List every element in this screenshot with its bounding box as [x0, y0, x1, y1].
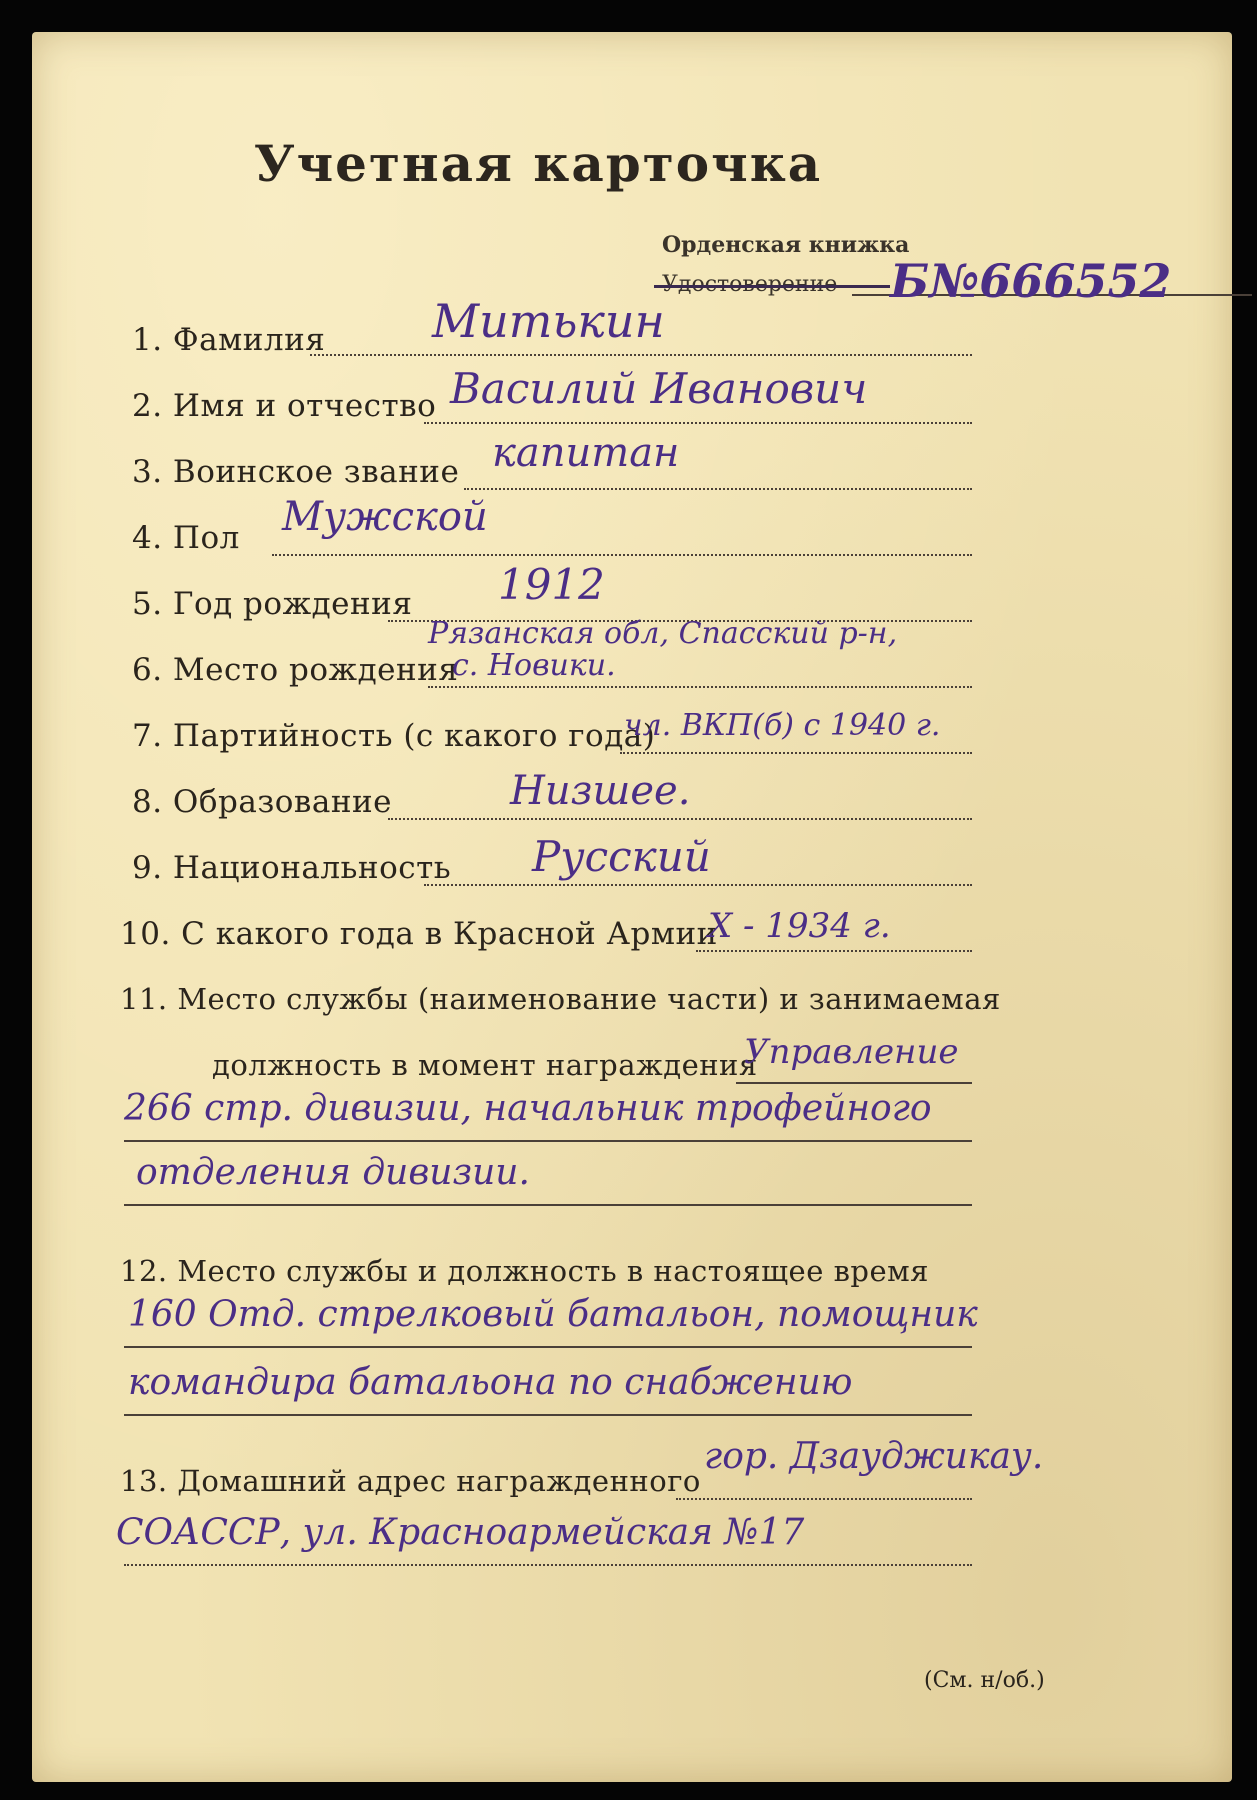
field-army-since-value: X - 1934 г. [708, 906, 891, 946]
field-army-since-label: 10. С какого года в Красной Армии [120, 916, 718, 952]
field-current-service-line2 [124, 1414, 972, 1416]
field-education-label: 8. Образование [132, 784, 393, 820]
field-home-address-value-line1: гор. Дзауджикау. [704, 1436, 1044, 1477]
field-name-line [424, 422, 972, 424]
field-service-at-award-line3 [124, 1204, 972, 1206]
field-home-address-value-line2: СОАССР, ул. Красноармейская №17 [116, 1512, 805, 1553]
field-name-value: Василий Иванович [450, 364, 868, 413]
footer-note: (См. н/об.) [924, 1668, 1045, 1693]
field-nationality-value: Русский [532, 832, 711, 881]
field-service-at-award-value-line2: 266 стр. дивизии, начальник трофейного [124, 1088, 932, 1129]
field-service-at-award-line1 [736, 1082, 972, 1084]
field-name-label: 2. Имя и отчество [132, 388, 437, 424]
field-service-at-award-value-line1: Управление [744, 1032, 959, 1072]
field-service-at-award-line2 [124, 1140, 972, 1142]
field-party-line [620, 752, 972, 754]
field-nationality-label: 9. Национальность [132, 850, 452, 886]
field-birth-year-value: 1912 [498, 560, 605, 609]
order-book-label: Орденская книжка [662, 232, 910, 258]
field-army-since-line [696, 950, 972, 952]
field-nationality-line [424, 884, 972, 886]
field-sex-value: Мужской [282, 494, 488, 540]
field-surname-value: Митькин [432, 294, 665, 348]
field-home-address-line1 [676, 1498, 972, 1500]
field-current-service-line1 [124, 1346, 972, 1348]
field-party-value: чл. ВКП(б) с 1940 г. [624, 708, 941, 743]
field-service-at-award-value-line3: отделения дивизии. [136, 1152, 530, 1193]
field-rank-label: 3. Воинское звание [132, 454, 460, 490]
field-sex-label: 4. Пол [132, 520, 240, 556]
field-surname-line [310, 354, 972, 356]
field-birthplace-label: 6. Место рождения [132, 652, 459, 688]
certificate-strikethrough [654, 285, 890, 288]
field-current-service-value-line1: 160 Отд. стрелковый батальон, помощник [128, 1294, 978, 1335]
field-service-at-award-label-line2: должность в момент награждения [212, 1048, 758, 1082]
field-current-service-value-line2: командира батальона по снабжению [128, 1362, 853, 1403]
field-birthplace-line [428, 686, 972, 688]
field-home-address-line2 [124, 1564, 972, 1566]
card-title: Учетная карточка [254, 134, 823, 193]
field-rank-value: капитан [492, 430, 680, 476]
field-party-label: 7. Партийность (с какого года) [132, 718, 656, 754]
field-current-service-label: 12. Место службы и должность в настоящее время [120, 1254, 929, 1288]
field-birth-year-label: 5. Год рождения [132, 586, 413, 622]
field-rank-line [464, 488, 972, 490]
order-book-number: Б№666552 [890, 254, 1172, 308]
field-surname-label: 1. Фамилия [132, 322, 326, 358]
field-education-line [388, 818, 972, 820]
field-birthplace-value-line2: с. Новики. [452, 648, 616, 683]
field-birthplace-value-line1: Рязанская обл, Спасский р-н, [428, 616, 898, 651]
award-record-card [32, 32, 1232, 1782]
field-sex-line [272, 554, 972, 556]
field-service-at-award-label-line1: 11. Место службы (наименование части) и занимаемая [120, 982, 1001, 1016]
field-home-address-label: 13. Домашний адрес награжденного [120, 1464, 701, 1498]
field-education-value: Низшее. [510, 768, 691, 814]
